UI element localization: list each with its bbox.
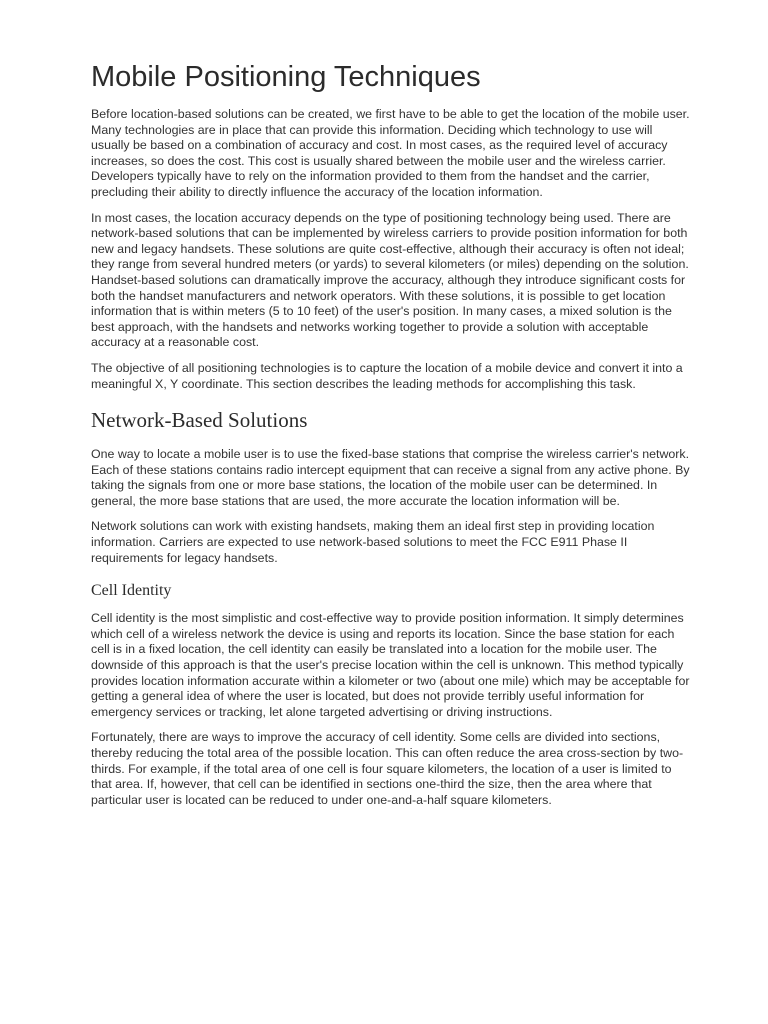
subsection-heading-cell-identity: Cell Identity: [91, 582, 172, 600]
cell-paragraph-2: Fortunately, there are ways to improve the accuracy of cell identity. Some cells are divided into sections, thereby reducing the total area of the possible location. This can often reduce the area cross-section by two-thirds. For example, if the total area of one cell is four square kilometers, the location of a user is limited to that area. If, however, that cell can be identified in sections one-third the size, then the area where that particular user is located can be reduced to under one-and-a-half square kilometers.: [91, 730, 684, 807]
document-title: Mobile Positioning Techniques: [91, 61, 481, 93]
intro-paragraph-2: In most cases, the location accuracy depends on the type of positioning technology being used. There are network-based solutions that can be implemented by wireless carriers to provide position information for both new and legacy handsets. These solutions are quite cost-effective, although their accuracy is often not ideal; they range from several hundred meters (or yards) to several kilometers (or miles) depending on the solution. Handset-based solutions can dramatically improve the accuracy, although they introduce significant costs for both the handset manufacturers and network operators. With these solutions, it is possible to get location information that is within meters (5 to 10 feet) of the user's position. In many cases, a mixed solution is the best approach, with the handsets and networks working together to provide a solution with acceptable accuracy at a reasonable cost.: [91, 210, 689, 350]
network-paragraph-2: Network solutions can work with existing handsets, making them an ideal first step in providing location information. Carriers are expected to use network-based solutions to meet the FCC E911 Phase II requirements for legacy handsets.: [91, 519, 655, 565]
intro-paragraph-1: Before location-based solutions can be created, we first have to be able to get the location of the mobile user. Many technologies are in place that can provide this information. Deciding which technology to use will usually be based on a combination of accuracy and cost. In most cases, as the required level of accuracy increases, so does the cost. This cost is usually shared between the mobile user and the wireless carrier. Developers typically have to rely on the information provided to them from the handset and the carrier, precluding their ability to directly influence the accuracy of the location information.: [91, 107, 690, 199]
cell-paragraph-1: Cell identity is the most simplistic and cost-effective way to provide position information. It simply determines which cell of a wireless network the device is using and reports its location. Since the base station for each cell is in a fixed location, the cell identity can easily be translated into a location for the mobile user. The downside of this approach is that the user's precise location within the cell is unknown. This method typically provides location information accurate within a kilometer or two (about one mile) which may be acceptable for getting a general idea of where the user is located, but does not provide terribly useful information for emergency services or tracking, let alone targeted advertising or driving instructions.: [91, 611, 690, 719]
section-heading-network-based-solutions: Network-Based Solutions: [91, 408, 308, 433]
network-paragraph-1: One way to locate a mobile user is to use the fixed-base stations that comprise the wireless carrier's network. Each of these stations contains radio intercept equipment that can receive a signal from any active phone. By taking the signals from one or more base stations, the location of the mobile user can be determined. In general, the more base stations that are used, the more accurate the location information will be.: [91, 447, 690, 508]
intro-paragraph-3: The objective of all positioning technologies is to capture the location of a mobile device and convert it into a meaningful X, Y coordinate. This section describes the leading methods for accomplishing this task.: [91, 360, 683, 391]
